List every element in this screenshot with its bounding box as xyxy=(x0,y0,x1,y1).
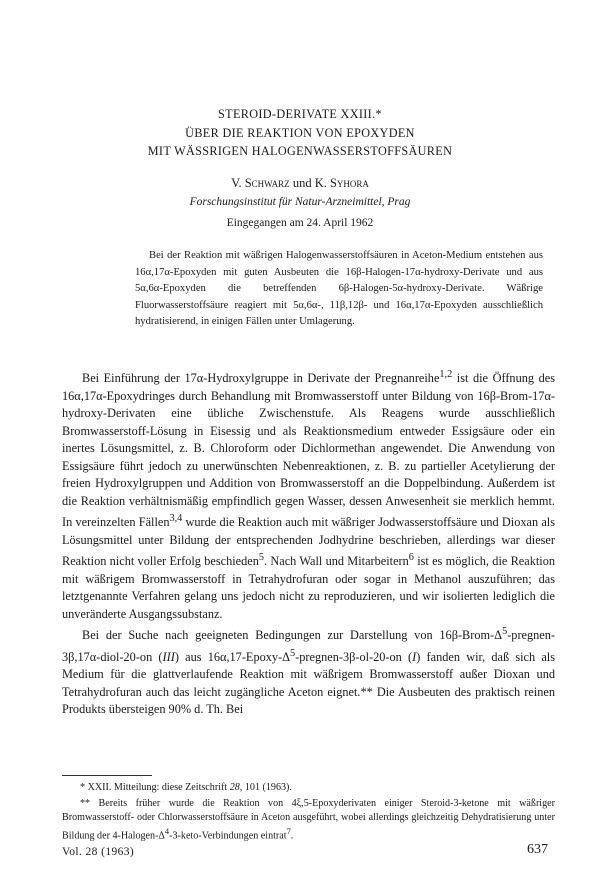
text-run: ) fanden wir, daß sich als Medium für die glattverlaufende Reaktion mit wäßrigem Bromwasserstoff außer Dioxan und Tetrahydrofuran auch das leicht zugängliche Aceton eignet.** Die Ausbeuten des praktisch reinen Produkts übersteigen 90% d. Th. Bei xyxy=(62,649,556,717)
text-run: . xyxy=(290,830,294,842)
volume-footer: Vol. 28 (1963) xyxy=(62,846,135,858)
footnote-rule xyxy=(62,775,152,776)
footnote-2-text xyxy=(62,797,555,843)
page-number: 637 xyxy=(527,842,548,857)
paragraph-1 xyxy=(62,366,555,623)
paragraph-2 xyxy=(62,623,555,719)
superscript: 5 xyxy=(502,626,508,638)
reference-marker: 6 xyxy=(408,552,414,564)
text-run: ** Bereits früher wurde die Reaktion von 4ξ,5-Epoxyderivaten einiger Steroid-3-ketone mit wäßriger Bromwasserstoff- oder Chlorwasserstoffsäure in Aceton ausgeführt, wobei allerdings gleichzeitig Dehydratisierung unter Bildung der 4-Halogen-Δ xyxy=(62,798,555,842)
abstract-text: Bei der Reaktion mit wäßrigen Halogenwasserstoffsäuren in Aceton-Medium entstehen aus 16α,17α-Epoxyden mit guten Ausbeuten die 16β-Halogen-17α-hydroxy-Derivate und aus 5α,6α-Epoxyden die betreffenden 6β-Halogen-5α-hydroxy-Derivate. Wäßrige Fluorwasserstoffsäure reagiert mit 5α,6α-, 11β,12β- und 16α,17α-Epoxyden ausschließlich hydratisierend, in einigen Fällen unter Umlagerung. xyxy=(135,250,543,328)
text-run: ist die Öffnung des 16α,17α-Epoxydringes durch Behandlung mit Bromwasserstoff unter Bildung von 16β-Brom-17α-hydroxy-Derivaten eine übliche Zwischenstufe. Als Reagens wurde ausschließlich Bromwasserstoff-Lösung in Eisessig und als Reaktionsmedium entweder Essigsäure oder ein inertes Lösungsmittel, z. B. Chloroform oder Dichlormethan angewendet. Die Anwendung von Essigsäure führt jedoch zu unerwünschten Nebenreaktionen, z. B. zu partieller Acetylierung der freien Hydroxylgruppen und Addition von Bromwasserstoff an die Doppelbindung. Außerdem ist die Reaktion verhältnismäßig empfindlich gegen Wasser, dessen Anwesenheit sie merklich hemmt. In vereinzelten Fällen xyxy=(62,371,555,530)
text-run: ist es möglich, die Reaktion mit wäßrigem Bromwasserstoff in Tetrahydrofuran oder sogar in Methanol auszuführen; das letztgenannte Verfahren gelang uns jedoch nicht zu reproduzieren, und wir isolierten lediglich die unveränderte Ausgangssubstanz. xyxy=(62,554,556,621)
article-title-line-2: ÜBER DIE REAKTION VON EPOXYDEN xyxy=(185,126,415,140)
superscript: 5 xyxy=(290,647,296,659)
text-run: ) aus 16α,17-Epoxy-Δ xyxy=(174,649,291,664)
body-text xyxy=(62,366,555,719)
text-run: -3-keto-Verbindungen eintrat xyxy=(169,830,287,842)
text-run: -pregnen-3β-ol-20-on ( xyxy=(295,649,413,664)
compound-label: III xyxy=(162,649,175,664)
article-title-line-1: STEROID-DERIVATE XXIII.* xyxy=(218,107,382,121)
volume-italic: 28 xyxy=(229,782,240,793)
author-1: V. Schwarz xyxy=(231,176,290,190)
text-run: Bei der Suche nach geeigneten Bedingungen zur Darstellung von 16β-Brom-Δ xyxy=(82,628,503,643)
superscript: 4 xyxy=(164,827,170,836)
reference-marker: 7 xyxy=(286,827,291,836)
reference-marker: 5 xyxy=(258,552,264,564)
text-run: * XXII. Mitteilung: diese Zeitschrift xyxy=(80,782,230,793)
text-run: wurde die Reaktion auch mit wäßriger Jodwasserstoffsäure und Dioxan als Lösungsmittel unter Bildung der entsprechenden Jodhydrine beschrieben, allerdings war dieser Reaktion nicht voller Erfolg beschieden xyxy=(62,515,555,569)
compound-label: I xyxy=(412,649,417,664)
reference-marker: 3,4 xyxy=(169,513,183,525)
author-line xyxy=(0,176,600,191)
article-title-line-3: MIT WÄSSRIGEN HALOGENWASSERSTOFFSÄUREN xyxy=(147,144,453,158)
footnote-2 xyxy=(62,797,555,843)
author-2: K. Syhora xyxy=(314,176,369,190)
author-connector: und xyxy=(292,176,312,190)
footnote-1 xyxy=(62,781,555,795)
text-run: -pregnen-3β,17α-diol-20-on ( xyxy=(62,628,555,664)
institution: Forschungsinstitut für Natur-Arzneimittel, Prag xyxy=(189,196,411,208)
text-run: Bei Einführung der 17α-Hydroxylgruppe in Derivate der Pregnanreihe xyxy=(82,371,440,386)
abstract xyxy=(135,248,543,331)
reference-marker: 1,2 xyxy=(439,369,453,380)
text-run: . Nach Wall und Mitarbeitern xyxy=(264,554,409,569)
text-run: , 101 (1963). xyxy=(239,782,292,793)
received-date: Eingegangen am 24. April 1962 xyxy=(226,217,374,229)
